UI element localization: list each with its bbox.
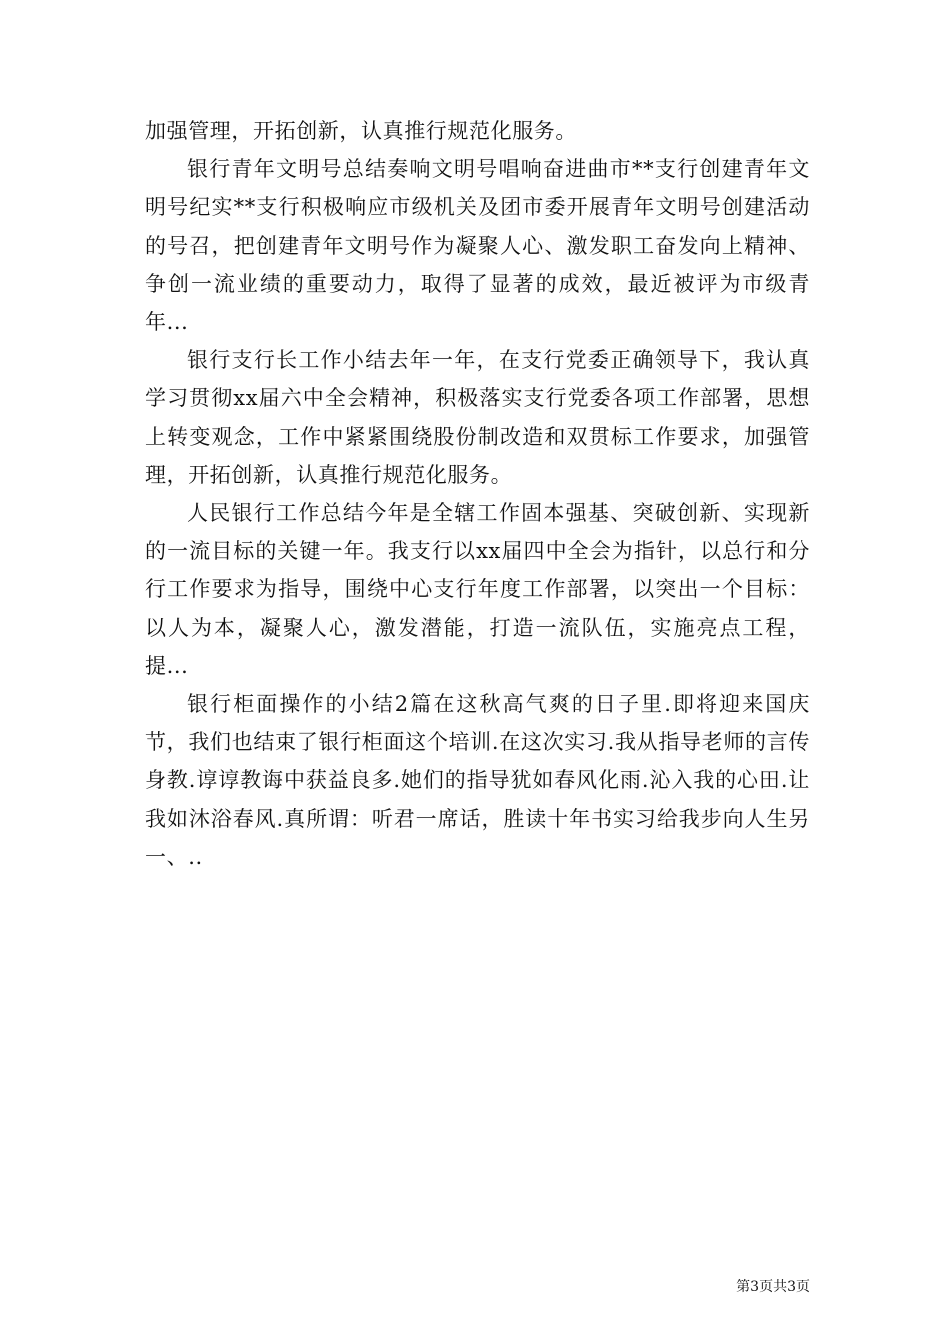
paragraph-youth-civilization-summary: 银行青年文明号总结奏响文明号唱响奋进曲市**支行创建青年文明号纪实**支行积极响应市级机关及团市委开展青年文明号创建活动的号召，把创建青年文明号作为凝聚人心、激发职工奋发向上精神、争创一流业绩的重要动力，取得了显著的成效，最近被评为市级青年... — [145, 157, 810, 335]
paragraph-peoples-bank-summary: 人民银行工作总结今年是全辖工作固本强基、突破创新、实现新的一流目标的关键一年。我支行以xx届四中全会为指针，以总行和分行工作要求为指导，围绕中心支行年度工作部署，以突出一个目标：以人为本，凝聚人心，激发潜能，打造一流队伍，实施亮点工程，提... — [145, 501, 810, 678]
paragraph-counter-operation-summary: 银行柜面操作的小结2篇在这秋高气爽的日子里.即将迎来国庆节，我们也结束了银行柜面这个培训.在这次实习.我从指导老师的言传身教.谆谆教诲中获益良多.她们的指导犹如春风化雨.沁入我的心田.让我如沐浴春风.真所谓：听君一席话，胜读十年书实习给我步向人生另一、.. — [145, 692, 810, 869]
paragraph-continuation: 加强管理，开拓创新，认真推行规范化服务。 — [145, 119, 577, 143]
document-body — [145, 112, 810, 876]
page-number-footer: 第3页共3页 — [736, 1279, 810, 1295]
paragraph-branch-manager-summary: 银行支行长工作小结去年一年，在支行党委正确领导下，我认真学习贯彻xx届六中全会精神，积极落实支行党委各项工作部署，思想上转变观念，工作中紧紧围绕股份制改造和双贯标工作要求，加强管理，开拓创新，认真推行规范化服务。 — [145, 348, 810, 487]
